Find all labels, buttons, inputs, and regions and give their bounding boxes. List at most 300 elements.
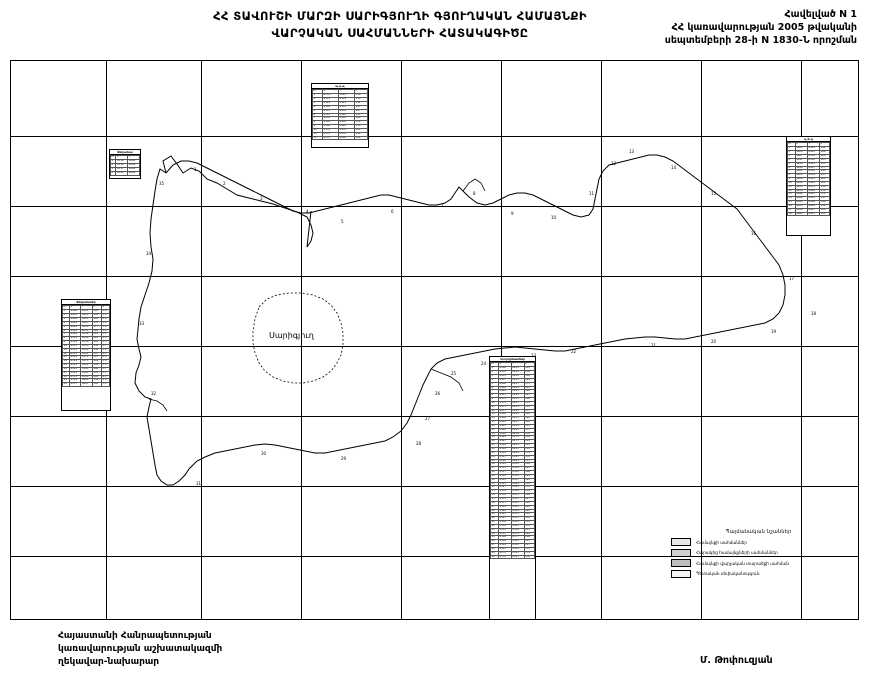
table-cell: 4555: [498, 528, 511, 532]
table-cell: 8385: [81, 367, 92, 371]
coordinate-table-east[interactable]: [786, 136, 831, 236]
table-cell: 181: [820, 181, 830, 185]
table-cell: 4490: [498, 428, 511, 432]
table-cell: 12: [491, 409, 499, 413]
table-cell: 8325: [511, 486, 524, 490]
table-cell: 13: [63, 356, 70, 360]
table-header-cell: N: [313, 90, 323, 94]
boundary-node-label: 28: [416, 441, 422, 446]
table-cell: 8297: [511, 459, 524, 463]
table-cell: 4632: [795, 181, 807, 185]
table-cell: 49: [491, 551, 499, 555]
table-cell: 4482: [498, 417, 511, 421]
table-cell: 8340: [81, 333, 92, 337]
table-cell: 4570: [498, 551, 511, 555]
table-cell: 9: [63, 341, 70, 345]
table-cell: 4500: [498, 444, 511, 448]
table-cell: 133: [92, 321, 101, 325]
table-cell: 30: [491, 478, 499, 482]
table-cell: 4516: [70, 356, 81, 360]
table-row: [63, 383, 110, 387]
table-cell: 4477: [498, 409, 511, 413]
table-cell: 4460: [498, 382, 511, 386]
table-cell: 4547: [498, 517, 511, 521]
table-cell: 190: [355, 136, 368, 140]
table-cell: 11: [313, 132, 323, 136]
table-cell: 4562: [498, 540, 511, 544]
table-cell: 186: [820, 208, 830, 212]
table-cell: 8213: [511, 378, 524, 382]
table-cell: 17: [788, 208, 796, 212]
table-header-cell: L: [820, 143, 830, 147]
table-cell: 7: [788, 170, 796, 174]
boundary-node-label: 25: [451, 371, 457, 376]
table-cell: 44: [491, 532, 499, 536]
table-cell: 15: [788, 201, 796, 205]
table-cell: 4: [491, 378, 499, 382]
table-cell: 193: [524, 509, 534, 513]
table-cell: 8585: [807, 193, 819, 197]
table-cell: 4505: [498, 451, 511, 455]
boundary-node-label: 23: [531, 353, 537, 358]
table-cell: 8574: [807, 185, 819, 189]
boundary-node-label: 4: [306, 209, 309, 214]
table-cell: 3: [111, 167, 116, 171]
table-cell: 38: [491, 509, 499, 513]
table-cell: 13: [788, 193, 796, 197]
table-cell: 124: [524, 474, 534, 478]
table-cell: 183: [524, 424, 534, 428]
community-name-label: Սարիգյուղ: [269, 331, 314, 340]
table-cell: 8265: [511, 428, 524, 432]
table-cell: 8350: [81, 341, 92, 345]
table-cell: 8400: [81, 379, 92, 383]
table-cell: 8: [63, 337, 70, 341]
table-cell: 112: [524, 367, 534, 371]
table-cell: 172: [820, 193, 830, 197]
table-cell: 4660: [795, 212, 807, 216]
table-cell: 4492: [70, 325, 81, 329]
boundary-node-label: 33: [139, 321, 145, 326]
boundary-node-label: 30: [261, 451, 267, 456]
table-cell: 130: [820, 204, 830, 208]
table-cell: 118: [355, 98, 368, 102]
table-cell: 4625: [795, 174, 807, 178]
table-cell: 195: [524, 478, 534, 482]
table-cell: 4527: [498, 486, 511, 490]
table-cell: 131: [524, 405, 534, 409]
table-cell: 29: [491, 474, 499, 478]
legend-item-label: Համայնքի վարչական տարածքի սահման: [696, 560, 790, 566]
legend-item: [671, 538, 846, 546]
table-cell: 4507: [70, 344, 81, 348]
boundary-node-label: 15: [711, 191, 717, 196]
table-cell: 8395: [81, 375, 92, 379]
table-cell: 198: [524, 390, 534, 394]
table-cell: 199: [92, 360, 101, 364]
table-cell: 8: [788, 174, 796, 178]
table-cell: 203: [820, 174, 830, 178]
table-cell: 134: [820, 189, 830, 193]
table-cell: 42: [491, 524, 499, 528]
table-cell: 3: [313, 101, 323, 105]
signature-title: ղեկավար-նախարար: [58, 657, 160, 667]
table-cell: 197: [524, 544, 534, 548]
table-cell: 8450: [338, 117, 354, 121]
table-cell: 17: [491, 428, 499, 432]
boundary-node-label: 19: [771, 329, 777, 334]
table-cell: 4537: [70, 383, 81, 387]
boundary-spur-center: [431, 369, 463, 391]
table-cell: 177: [92, 325, 101, 329]
coordinate-table-north[interactable]: [311, 83, 369, 148]
table-cell: 18: [788, 212, 796, 216]
table-cell: 14: [788, 197, 796, 201]
boundary-node-label: 6: [391, 209, 394, 214]
table-cell: 8607: [807, 208, 819, 212]
map-canvas[interactable]: [10, 60, 859, 620]
table-cell: 4604: [795, 151, 807, 155]
table-cell: 10: [788, 181, 796, 185]
table-cell: 4653: [795, 204, 807, 208]
boundary-node-label: 9: [511, 211, 514, 216]
page-title: [150, 8, 650, 42]
table-cell: 5: [313, 109, 323, 113]
boundary-node-label: 12: [611, 161, 617, 166]
legend-item: [671, 570, 846, 578]
community-boundary-outline: [163, 156, 313, 247]
table-cell: 8393: [511, 551, 524, 555]
table-northwest-title: Տեղամաս: [110, 150, 140, 155]
table-cell: 20: [491, 440, 499, 444]
boundary-spur-east: [463, 179, 485, 191]
table-cell: 4502: [498, 448, 511, 452]
table-cell: 193: [355, 113, 368, 117]
table-cell: 9: [313, 125, 323, 129]
table-header-cell: N: [63, 306, 70, 310]
table-cell: 211: [355, 128, 368, 132]
table-cell: 8375: [81, 360, 92, 364]
signature-name: Մ. Թոփուզյան: [700, 655, 773, 666]
table-cell: 8217: [511, 382, 524, 386]
boundary-node-label: 13: [629, 149, 635, 154]
table-cell: 4475: [498, 405, 511, 409]
table-cell: 8335: [81, 329, 92, 333]
table-cell: 128: [355, 117, 368, 121]
table-cell: 2.9: [101, 379, 109, 383]
table-cell: 4531: [70, 375, 81, 379]
table-cell: 192: [92, 383, 101, 387]
table-cell: 3: [491, 374, 499, 378]
table-cell: 153: [524, 401, 534, 405]
table-cell: 8233: [511, 398, 524, 402]
table-cell: 155: [524, 521, 534, 525]
table-cell: 121: [524, 394, 534, 398]
signature-org-line2: կառավարության աշխատակազմի: [58, 644, 223, 654]
table-cell: 4512: [116, 160, 128, 164]
table-cell: 8353: [511, 513, 524, 517]
table-cell: 8470: [338, 128, 354, 132]
table-cell: 186: [92, 367, 101, 371]
legend-swatch-icon: [671, 538, 691, 546]
table-cell: 123: [524, 540, 534, 544]
community-boundary-north: [135, 155, 785, 485]
table-cell: 143: [524, 467, 534, 471]
table-cell: 4: [788, 158, 796, 162]
table-cell: 47: [491, 544, 499, 548]
table-cell: 8373: [511, 532, 524, 536]
table-cell: 32: [491, 486, 499, 490]
table-header-cell: N: [788, 143, 796, 147]
table-cell: 9: [491, 398, 499, 402]
annex-number: Հավելված N 1: [784, 9, 857, 20]
table-cell: 236: [355, 94, 368, 98]
table-header-cell: S: [101, 306, 109, 310]
table-cell: 4.8: [101, 337, 109, 341]
table-cell: 37: [491, 505, 499, 509]
table-cell: 8390: [128, 160, 140, 164]
table-cell: 4492: [498, 432, 511, 436]
table-cell: 40: [491, 517, 499, 521]
table-cell: 4574: [322, 132, 338, 136]
boundary-node-label: 29: [341, 456, 347, 461]
table-cell: 126: [820, 178, 830, 182]
table-cell: 4525: [498, 482, 511, 486]
table-cell: 4639: [795, 189, 807, 193]
table-cell: 4522: [498, 478, 511, 482]
table-header-cell: Y: [338, 90, 354, 94]
table-cell: 161: [524, 501, 534, 505]
table-cell: 4470: [498, 398, 511, 402]
table-cell: 4507: [498, 455, 511, 459]
table-header-cell: X: [116, 156, 128, 160]
table-west-title: Տեղամասեր: [62, 300, 110, 305]
table-header-cell: L: [355, 90, 368, 94]
table-cell: 4497: [498, 440, 511, 444]
table-cell: 4566: [322, 125, 338, 129]
table-cell: 4.2: [101, 321, 109, 325]
table-cell: 12: [313, 136, 323, 140]
table-cell: 3.4: [101, 383, 109, 387]
table-cell: 7: [313, 117, 323, 121]
table-cell: 8377: [511, 536, 524, 540]
table-cell: 144: [355, 132, 368, 136]
boundary-node-label: 22: [571, 349, 577, 354]
table-north-grid: [312, 89, 368, 140]
table-cell: 3: [788, 154, 796, 158]
table-cell: 174: [524, 551, 534, 555]
table-cell: 165: [92, 317, 101, 321]
table-cell: 23: [491, 451, 499, 455]
table-cell: 8305: [511, 467, 524, 471]
table-cell: 8261: [511, 424, 524, 428]
boundary-node-label: 11: [589, 191, 595, 196]
table-cell: 4: [111, 171, 116, 175]
table-cell: 4548: [322, 105, 338, 109]
table-cell: 4489: [70, 321, 81, 325]
table-cell: 8541: [807, 162, 819, 166]
table-cell: 4539: [322, 94, 338, 98]
table-cell: 143: [524, 386, 534, 390]
coordinate-table-northwest[interactable]: [109, 149, 141, 179]
table-cell: 188: [524, 463, 534, 467]
table-cell: 4.4: [101, 356, 109, 360]
table-cell: 3.1: [101, 314, 109, 318]
boundary-node-label: 21: [651, 343, 657, 348]
table-cell: 4510: [70, 348, 81, 352]
table-cell: 12: [788, 189, 796, 193]
table-cell: 118: [92, 310, 101, 314]
table-cell: 16: [491, 424, 499, 428]
table-cell: 186: [524, 398, 534, 402]
table-cell: 8337: [511, 497, 524, 501]
table-cell: 142: [355, 101, 368, 105]
table-cell: 118: [524, 448, 534, 452]
table-header-cell: Y: [128, 156, 140, 160]
boundary-node-label: 31: [196, 481, 202, 486]
table-cell: 4544: [322, 101, 338, 105]
table-cell: 39: [491, 513, 499, 517]
table-header-cell: L: [524, 363, 534, 367]
table-cell: 8482: [338, 136, 354, 140]
table-cell: 34: [491, 494, 499, 498]
table-cell: 129: [524, 378, 534, 382]
table-cell: 4562: [322, 121, 338, 125]
table-center-title: Կոորդինատներ: [490, 357, 535, 362]
table-cell: 8361: [511, 521, 524, 525]
table-cell: 4542: [498, 509, 511, 513]
table-cell: 8355: [81, 344, 92, 348]
coordinate-table-west[interactable]: [61, 299, 111, 411]
table-cell: 12: [63, 352, 70, 356]
table-cell: 199: [820, 201, 830, 205]
table-cell: 8390: [81, 371, 92, 375]
table-cell: 4578: [322, 136, 338, 140]
table-cell: 17: [63, 371, 70, 375]
table-cell: 139: [524, 490, 534, 494]
table-cell: 164: [92, 375, 101, 379]
table-cell: 8329: [511, 490, 524, 494]
table-east-title: դ-ե-զ: [787, 137, 830, 142]
legend-swatch-icon: [671, 570, 691, 578]
table-cell: 48: [491, 547, 499, 551]
table-cell: 4540: [498, 505, 511, 509]
table-header-cell: X: [498, 363, 511, 367]
table-cell: 1: [491, 367, 499, 371]
legend-item-label: Հարակից համայնքների սահմաններ: [696, 550, 778, 555]
page-title-line2: ՎԱՐՉԱԿԱՆ ՍԱՀՄԱՆՆԵՐԻ ՀԱՏԱԿԱԳԻԾԸ: [271, 26, 529, 40]
table-cell: 8257: [511, 421, 524, 425]
table-cell: 167: [355, 109, 368, 113]
table-cell: 2.3: [101, 371, 109, 375]
table-cell: 8205: [511, 371, 524, 375]
signature-org-line1: Հայաստանի Հանրապետության: [58, 631, 212, 641]
table-cell: 4510: [498, 459, 511, 463]
table-cell: 8313: [511, 474, 524, 478]
boundary-node-label: 3: [260, 196, 263, 201]
table-cell: 130: [92, 364, 101, 368]
table-cell: 33: [491, 490, 499, 494]
table-cell: 4467: [498, 394, 511, 398]
table-cell: 4450: [498, 367, 511, 371]
table-cell: 4487: [498, 424, 511, 428]
boundary-node-label: 35: [159, 181, 165, 186]
table-cell: 41: [491, 521, 499, 525]
table-cell: 21: [491, 444, 499, 448]
table-cell: 10: [491, 401, 499, 405]
table-cell: 158: [820, 185, 830, 189]
table-cell: 138: [92, 379, 101, 383]
table-cell: 8613: [807, 212, 819, 216]
table-cell: 1: [63, 310, 70, 314]
table-cell: 4472: [498, 401, 511, 405]
table-cell: 8320: [81, 317, 92, 321]
table-east-grid: [787, 142, 830, 216]
table-cell: 8277: [511, 440, 524, 444]
table-cell: 8253: [511, 417, 524, 421]
table-cell: 2: [111, 164, 116, 168]
table-west-grid: [62, 305, 110, 387]
table-cell: 8444: [338, 113, 354, 117]
table-cell: 8221: [511, 386, 524, 390]
table-cell: 169: [524, 436, 534, 440]
table-cell: 31: [491, 482, 499, 486]
map-legend: [671, 529, 846, 580]
annex-decision-line2: սեպտեմբերի 28-ի N 1830-Ն որոշման: [664, 35, 857, 46]
legend-item-label: Համայնքի սահմաններ: [696, 539, 747, 545]
table-cell: 148: [524, 413, 534, 417]
table-cell: 4515: [498, 467, 511, 471]
table-cell: 4534: [70, 379, 81, 383]
table-cell: 127: [524, 497, 534, 501]
table-cell: 8438: [338, 109, 354, 113]
table-cell: 4635: [795, 185, 807, 189]
table-cell: 158: [92, 344, 101, 348]
table-cell: 6: [491, 386, 499, 390]
table-cell: 35: [491, 497, 499, 501]
table-cell: 4462: [498, 386, 511, 390]
table-cell: 4: [63, 321, 70, 325]
table-cell: 166: [524, 471, 534, 475]
table-cell: 13: [491, 413, 499, 417]
table-row: [111, 171, 140, 175]
table-cell: 4572: [498, 555, 511, 559]
table-cell: 1.9: [101, 325, 109, 329]
table-cell: 168: [524, 536, 534, 540]
table-cell: 8281: [511, 444, 524, 448]
table-cell: 1: [313, 94, 323, 98]
table-cell: 8333: [511, 494, 524, 498]
boundary-node-label: 8: [473, 191, 476, 196]
table-cell: 4570: [322, 128, 338, 132]
table-cell: 132: [524, 524, 534, 528]
table-cell: 8285: [511, 448, 524, 452]
coordinate-table-center[interactable]: [489, 356, 536, 620]
table-cell: 4601: [795, 147, 807, 151]
table-header-cell: L: [92, 306, 101, 310]
table-cell: 5: [491, 382, 499, 386]
table-cell: 2: [313, 98, 323, 102]
table-cell: 4611: [795, 158, 807, 162]
boundary-node-label: 17: [789, 276, 795, 281]
table-cell: 176: [524, 517, 534, 521]
table-cell: 4646: [795, 197, 807, 201]
boundary-node-label: 20: [711, 339, 717, 344]
table-cell: 151: [820, 212, 830, 216]
table-cell: 8293: [511, 455, 524, 459]
table-cell: 4628: [795, 178, 807, 182]
table-cell: 172: [92, 352, 101, 356]
